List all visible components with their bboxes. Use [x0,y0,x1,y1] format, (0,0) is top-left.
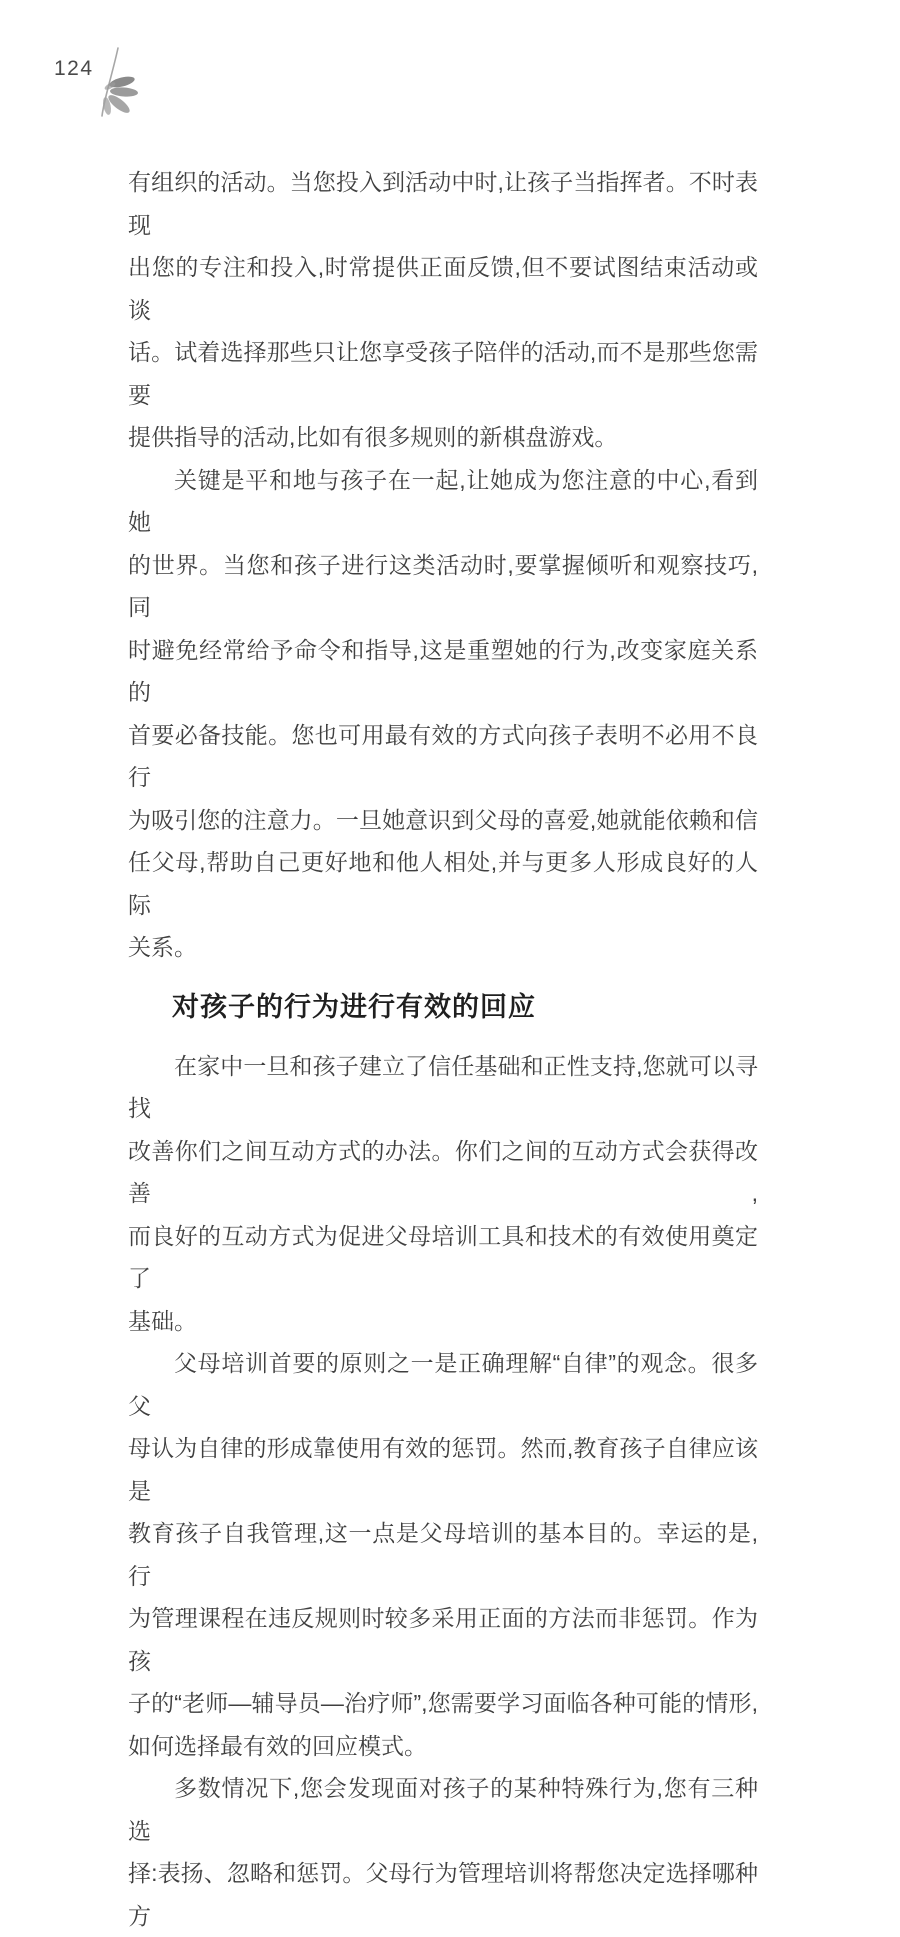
text-line: 多数情况下,您会发现面对孩子的某种特殊行为,您有三种选 [128,1775,758,1844]
leaf-branch-icon [88,42,150,134]
section-heading: 对孩子的行为进行有效的回应 [172,991,536,1022]
text-line: 提供指导的活动,比如有很多规则的新棋盘游戏。 [128,424,618,450]
text-line: 而良好的互动方式为促进父母培训工具和技术的有效使用奠定了 [128,1222,758,1291]
text-line: 教育孩子自我管理,这一点是父母培训的基本目的。幸运的是,行 [128,1520,758,1589]
page-number: 124 [54,57,94,80]
text-line: 改善你们之间互动方式的办法。你们之间的互动方式会获得改善, [128,1137,758,1206]
text-line: 基础。 [128,1307,197,1334]
text-line: 为吸引您的注意力。一旦她意识到父母的喜爱,她就能依赖和信 [128,806,758,833]
page-content [128,161,758,1937]
paragraph [128,1045,758,1343]
text-line: 任父母,帮助自己更好地和他人相处,并与更多人形成良好的人际 [128,849,758,918]
text-line: 择:表扬、忽略和惩罚。父母行为管理培训将帮您决定选择哪种方 [128,1860,758,1929]
text-line: 的世界。当您和孩子进行这类活动时,要掌握倾听和观察技巧,同 [128,551,758,620]
text-line: 出您的专注和投入,时常提供正面反馈,但不要试图结束活动或谈 [128,254,758,323]
text-line: 首要必备技能。您也可用最有效的方式向孩子表明不必用不良行 [128,721,758,790]
paragraph [128,459,758,969]
text-line: 子的“老师—辅导员—治疗师”,您需要学习面临各种可能的情形, [128,1690,758,1716]
paragraph [128,1342,758,1767]
text-line: 时避免经常给予命令和指导,这是重塑她的行为,改变家庭关系的 [128,636,758,705]
text-line: 关键是平和地与孩子在一起,让她成为您注意的中心,看到她 [128,466,758,535]
paragraph [128,1767,758,1937]
text-line: 在家中一旦和孩子建立了信任基础和正性支持,您就可以寻找 [128,1052,758,1121]
text-line: 如何选择最有效的回应模式。 [128,1732,427,1759]
text-line: 母认为自律的形成靠使用有效的惩罚。然而,教育孩子自律应该是 [128,1435,758,1504]
text-line: 父母培训首要的原则之一是正确理解“自律”的观念。很多父 [128,1350,758,1419]
text-line: 关系。 [128,934,197,960]
text-line: 有组织的活动。当您投入到活动中时,让孩子当指挥者。不时表现 [128,169,758,238]
text-line: 话。试着选择那些只让您享受孩子陪伴的活动,而不是那些您需要 [128,339,758,408]
paragraph [128,161,758,459]
text-line: 为管理课程在违反规则时较多采用正面的方法而非惩罚。作为孩 [128,1605,758,1674]
